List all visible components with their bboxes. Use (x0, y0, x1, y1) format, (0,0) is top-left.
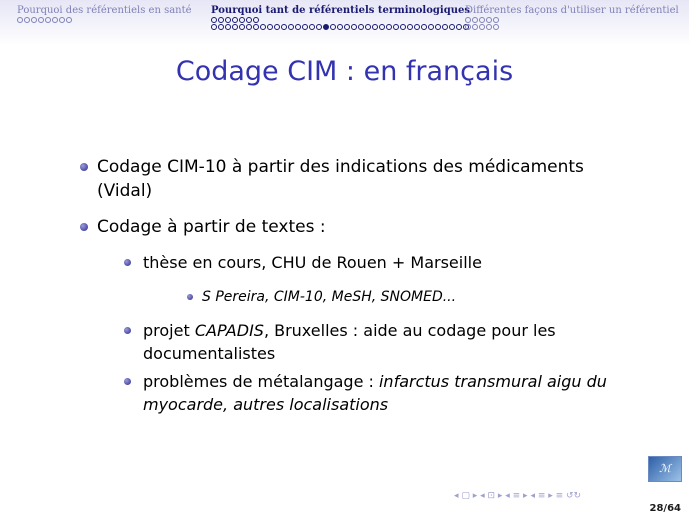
slide-title: Codage CIM : en français (175, 56, 514, 87)
slide-dot[interactable] (253, 24, 259, 30)
section-link-3[interactable] (465, 5, 679, 31)
slide-dot[interactable] (372, 24, 378, 30)
slide-dot[interactable] (211, 24, 217, 30)
slide-dot[interactable] (428, 24, 434, 30)
slide-dot[interactable] (379, 24, 385, 30)
slide-dot[interactable] (239, 17, 245, 23)
slide-dot[interactable] (281, 24, 287, 30)
slide-dot[interactable] (407, 24, 413, 30)
slide-dot[interactable] (66, 17, 72, 23)
bullet-level-3 (187, 294, 193, 300)
text-run: CAPADIS (194, 321, 264, 340)
slide-dot[interactable] (260, 24, 266, 30)
bullet-text (143, 342, 275, 365)
slide-dot[interactable] (246, 17, 252, 23)
bullet-level-2 (124, 259, 131, 266)
bullet-level-1 (80, 163, 88, 171)
slide-dot[interactable] (493, 24, 499, 30)
slide-dot[interactable] (52, 17, 58, 23)
slide-dot[interactable] (246, 24, 252, 30)
bullet-text (97, 155, 584, 179)
bullet-level-2 (124, 378, 131, 385)
text-run: infarctus transmural aigu du (378, 372, 607, 391)
slide-dot[interactable] (337, 24, 343, 30)
text-run: documentalistes (143, 344, 276, 363)
slide-dot[interactable] (45, 17, 51, 23)
slide-dot[interactable] (218, 24, 224, 30)
text-run: Codage CIM-10 à partir des indications des médicaments (97, 157, 584, 177)
slide-dot[interactable] (486, 17, 492, 23)
text-run: thèse en cours, CHU de Rouen + Marseille (143, 253, 482, 272)
slide-dot[interactable] (218, 17, 224, 23)
slide-dot[interactable] (465, 17, 471, 23)
slide-dot[interactable] (344, 24, 350, 30)
slide-dot[interactable] (24, 17, 30, 23)
section-dots[interactable] (465, 17, 679, 31)
text-run: problèmes de métalangage : (143, 372, 379, 391)
slide-dot[interactable] (393, 24, 399, 30)
bullet-text (143, 393, 388, 416)
slide-dot[interactable] (358, 24, 364, 30)
slide-dot[interactable] (17, 17, 23, 23)
bullet-level-1 (80, 223, 88, 231)
section-link-2[interactable] (211, 5, 470, 31)
slide-dot[interactable] (442, 24, 448, 30)
slide-dot[interactable] (59, 17, 65, 23)
slide-dot[interactable] (288, 24, 294, 30)
slide-dot[interactable] (456, 24, 462, 30)
slide-dot[interactable] (472, 24, 478, 30)
bullet-text (97, 179, 152, 203)
slide-dot[interactable] (253, 17, 259, 23)
slide-dot[interactable] (232, 17, 238, 23)
slide-dot[interactable] (400, 24, 406, 30)
slide-dot[interactable] (225, 17, 231, 23)
bullet-text (202, 287, 456, 307)
section-title: Pourquoi des référentiels en santé (17, 5, 192, 16)
text-run: projet (143, 321, 195, 340)
slide-dot[interactable] (239, 24, 245, 30)
slide-dot[interactable] (351, 24, 357, 30)
page-number: 28/64 (649, 503, 681, 514)
section-dots[interactable] (211, 17, 470, 31)
slide-dot[interactable] (493, 17, 499, 23)
slide-dot[interactable] (472, 17, 478, 23)
slide-dot[interactable] (31, 17, 37, 23)
bullet-text (143, 370, 607, 393)
slide-dot[interactable] (365, 24, 371, 30)
slide-dot[interactable] (435, 24, 441, 30)
text-run: (Vidal) (97, 181, 153, 201)
section-navigation (0, 0, 689, 46)
slide-dot[interactable] (302, 24, 308, 30)
slide-dot[interactable] (421, 24, 427, 30)
slide-dot[interactable] (414, 24, 420, 30)
slide-dot[interactable] (479, 24, 485, 30)
slide-dot[interactable] (38, 17, 44, 23)
slide-dot[interactable] (486, 24, 492, 30)
bullet-text (97, 215, 326, 239)
slide-dot[interactable] (225, 24, 231, 30)
slide-dot[interactable] (465, 24, 471, 30)
text-run: , Bruxelles : aide au codage pour les (263, 321, 556, 340)
slide-dot[interactable] (330, 24, 336, 30)
slide-dot[interactable] (386, 24, 392, 30)
beamer-navigation-symbols[interactable]: ◂ ▢ ▸ ◂ ⊡ ▸ ◂ ≡ ▸ ◂ ≡ ▸ ≡ ↺↻ (454, 491, 582, 501)
text-run: Codage à partir de textes : (97, 217, 326, 237)
current-slide-dot[interactable] (323, 24, 329, 30)
bullet-level-2 (124, 327, 131, 334)
section-link-1[interactable] (17, 5, 192, 24)
bullet-text (143, 319, 556, 342)
slide-dot[interactable] (309, 24, 315, 30)
slide-dot[interactable] (232, 24, 238, 30)
slide-dot[interactable] (449, 24, 455, 30)
slide-dot[interactable] (479, 17, 485, 23)
institution-logo: ℳ (648, 456, 682, 482)
slide-dot[interactable] (295, 24, 301, 30)
section-title: Pourquoi tant de référentiels terminologiques (211, 5, 470, 16)
bullet-text (143, 251, 482, 274)
slide-dot[interactable] (267, 24, 273, 30)
slide-dot[interactable] (211, 17, 217, 23)
text-run: S Pereira, CIM-10, MeSH, SNOMED... (202, 289, 457, 305)
slide-dot[interactable] (274, 24, 280, 30)
slide-dot[interactable] (316, 24, 322, 30)
text-run: myocarde, autres localisations (143, 395, 389, 414)
section-dots[interactable] (17, 17, 192, 24)
section-title: Différentes façons d'utiliser un référentiel (465, 5, 679, 16)
